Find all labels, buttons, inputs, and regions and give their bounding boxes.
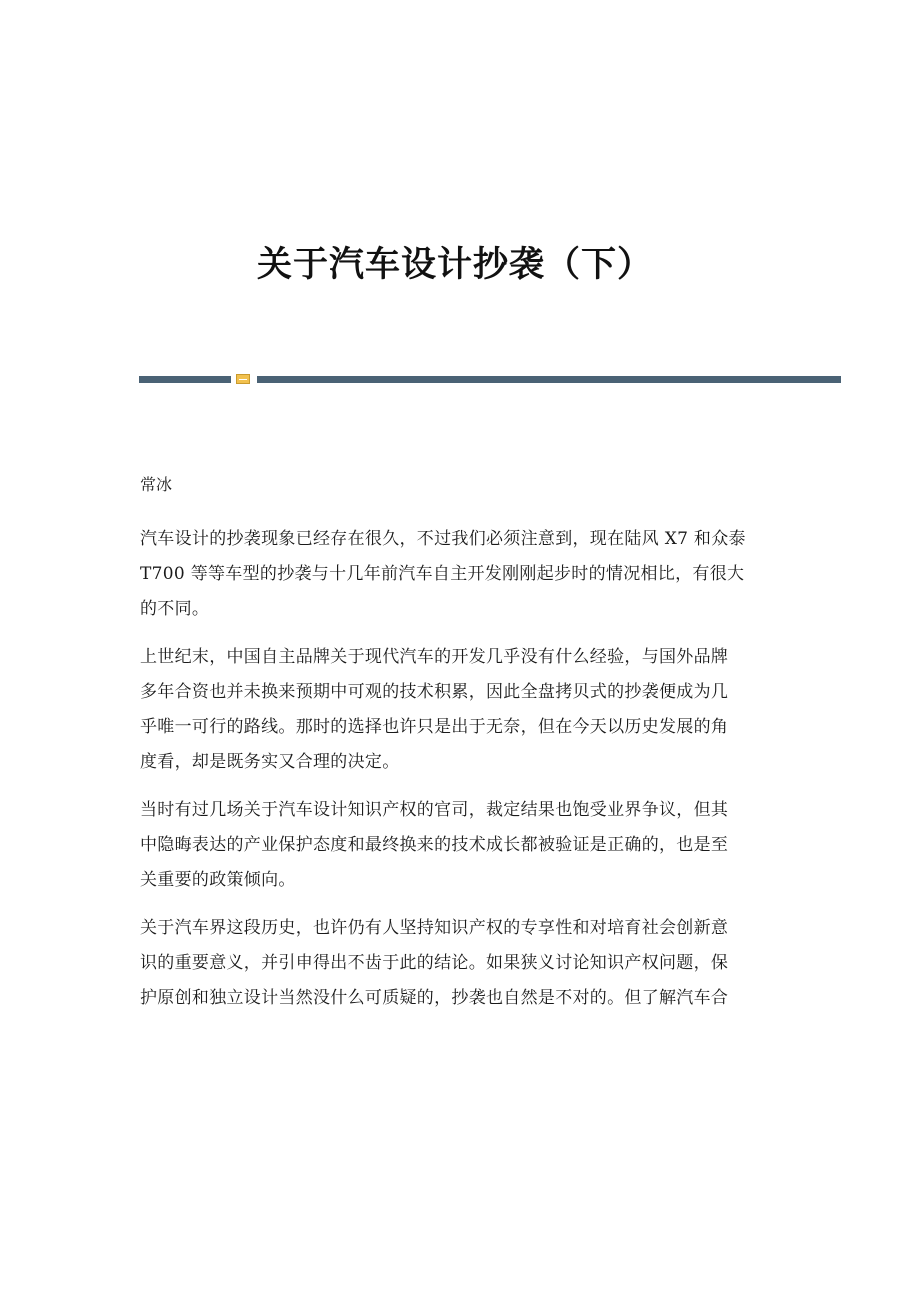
paragraph <box>140 911 780 1016</box>
paragraph-line: T700 等等车型的抄袭与十几年前汽车自主开发刚刚起步时的情况相比，有很大 <box>140 564 745 584</box>
divider-ornament-icon <box>236 374 250 384</box>
paragraph-line: 乎唯一可行的路线。那时的选择也许只是出于无奈，但在今天以历史发展的角 <box>140 717 729 737</box>
paragraph <box>140 640 780 780</box>
paragraph <box>140 522 780 627</box>
paragraph-line: 中隐晦表达的产业保护态度和最终换来的技术成长都被验证是正确的，也是至 <box>140 835 729 855</box>
paragraph-line: 识的重要意义，并引申得出不齿于此的结论。如果狭义讨论知识产权问题，保 <box>140 953 729 973</box>
paragraph-line: 上世纪末，中国自主品牌关于现代汽车的开发几乎没有什么经验，与国外品牌 <box>140 647 729 667</box>
divider-right-bar <box>257 376 841 383</box>
article-body <box>140 522 780 1029</box>
paragraph-line: 的不同。 <box>140 599 210 619</box>
divider-left-bar <box>139 376 231 383</box>
title-divider <box>139 374 841 384</box>
paragraph-line: 护原创和独立设计当然没什么可质疑的，抄袭也自然是不对的。但了解汽车合 <box>140 988 729 1008</box>
document-title: 关于汽车设计抄袭（下） <box>256 245 653 286</box>
paragraph-line: 汽车设计的抄袭现象已经存在很久，不过我们必须注意到，现在陆风 X7 和众泰 <box>140 529 746 549</box>
author-name: 常冰 <box>140 475 173 494</box>
paragraph-line: 度看，却是既务实又合理的决定。 <box>140 752 400 772</box>
paragraph-line: 关于汽车界这段历史，也许仍有人坚持知识产权的专享性和对培育社会创新意 <box>140 918 729 938</box>
paragraph-line: 关重要的政策倾向。 <box>140 870 296 890</box>
paragraph-line: 当时有过几场关于汽车设计知识产权的官司，裁定结果也饱受业界争议，但其 <box>140 800 729 820</box>
paragraph-line: 多年合资也并未换来预期中可观的技术积累，因此全盘拷贝式的抄袭便成为几 <box>140 682 729 702</box>
paragraph <box>140 793 780 898</box>
